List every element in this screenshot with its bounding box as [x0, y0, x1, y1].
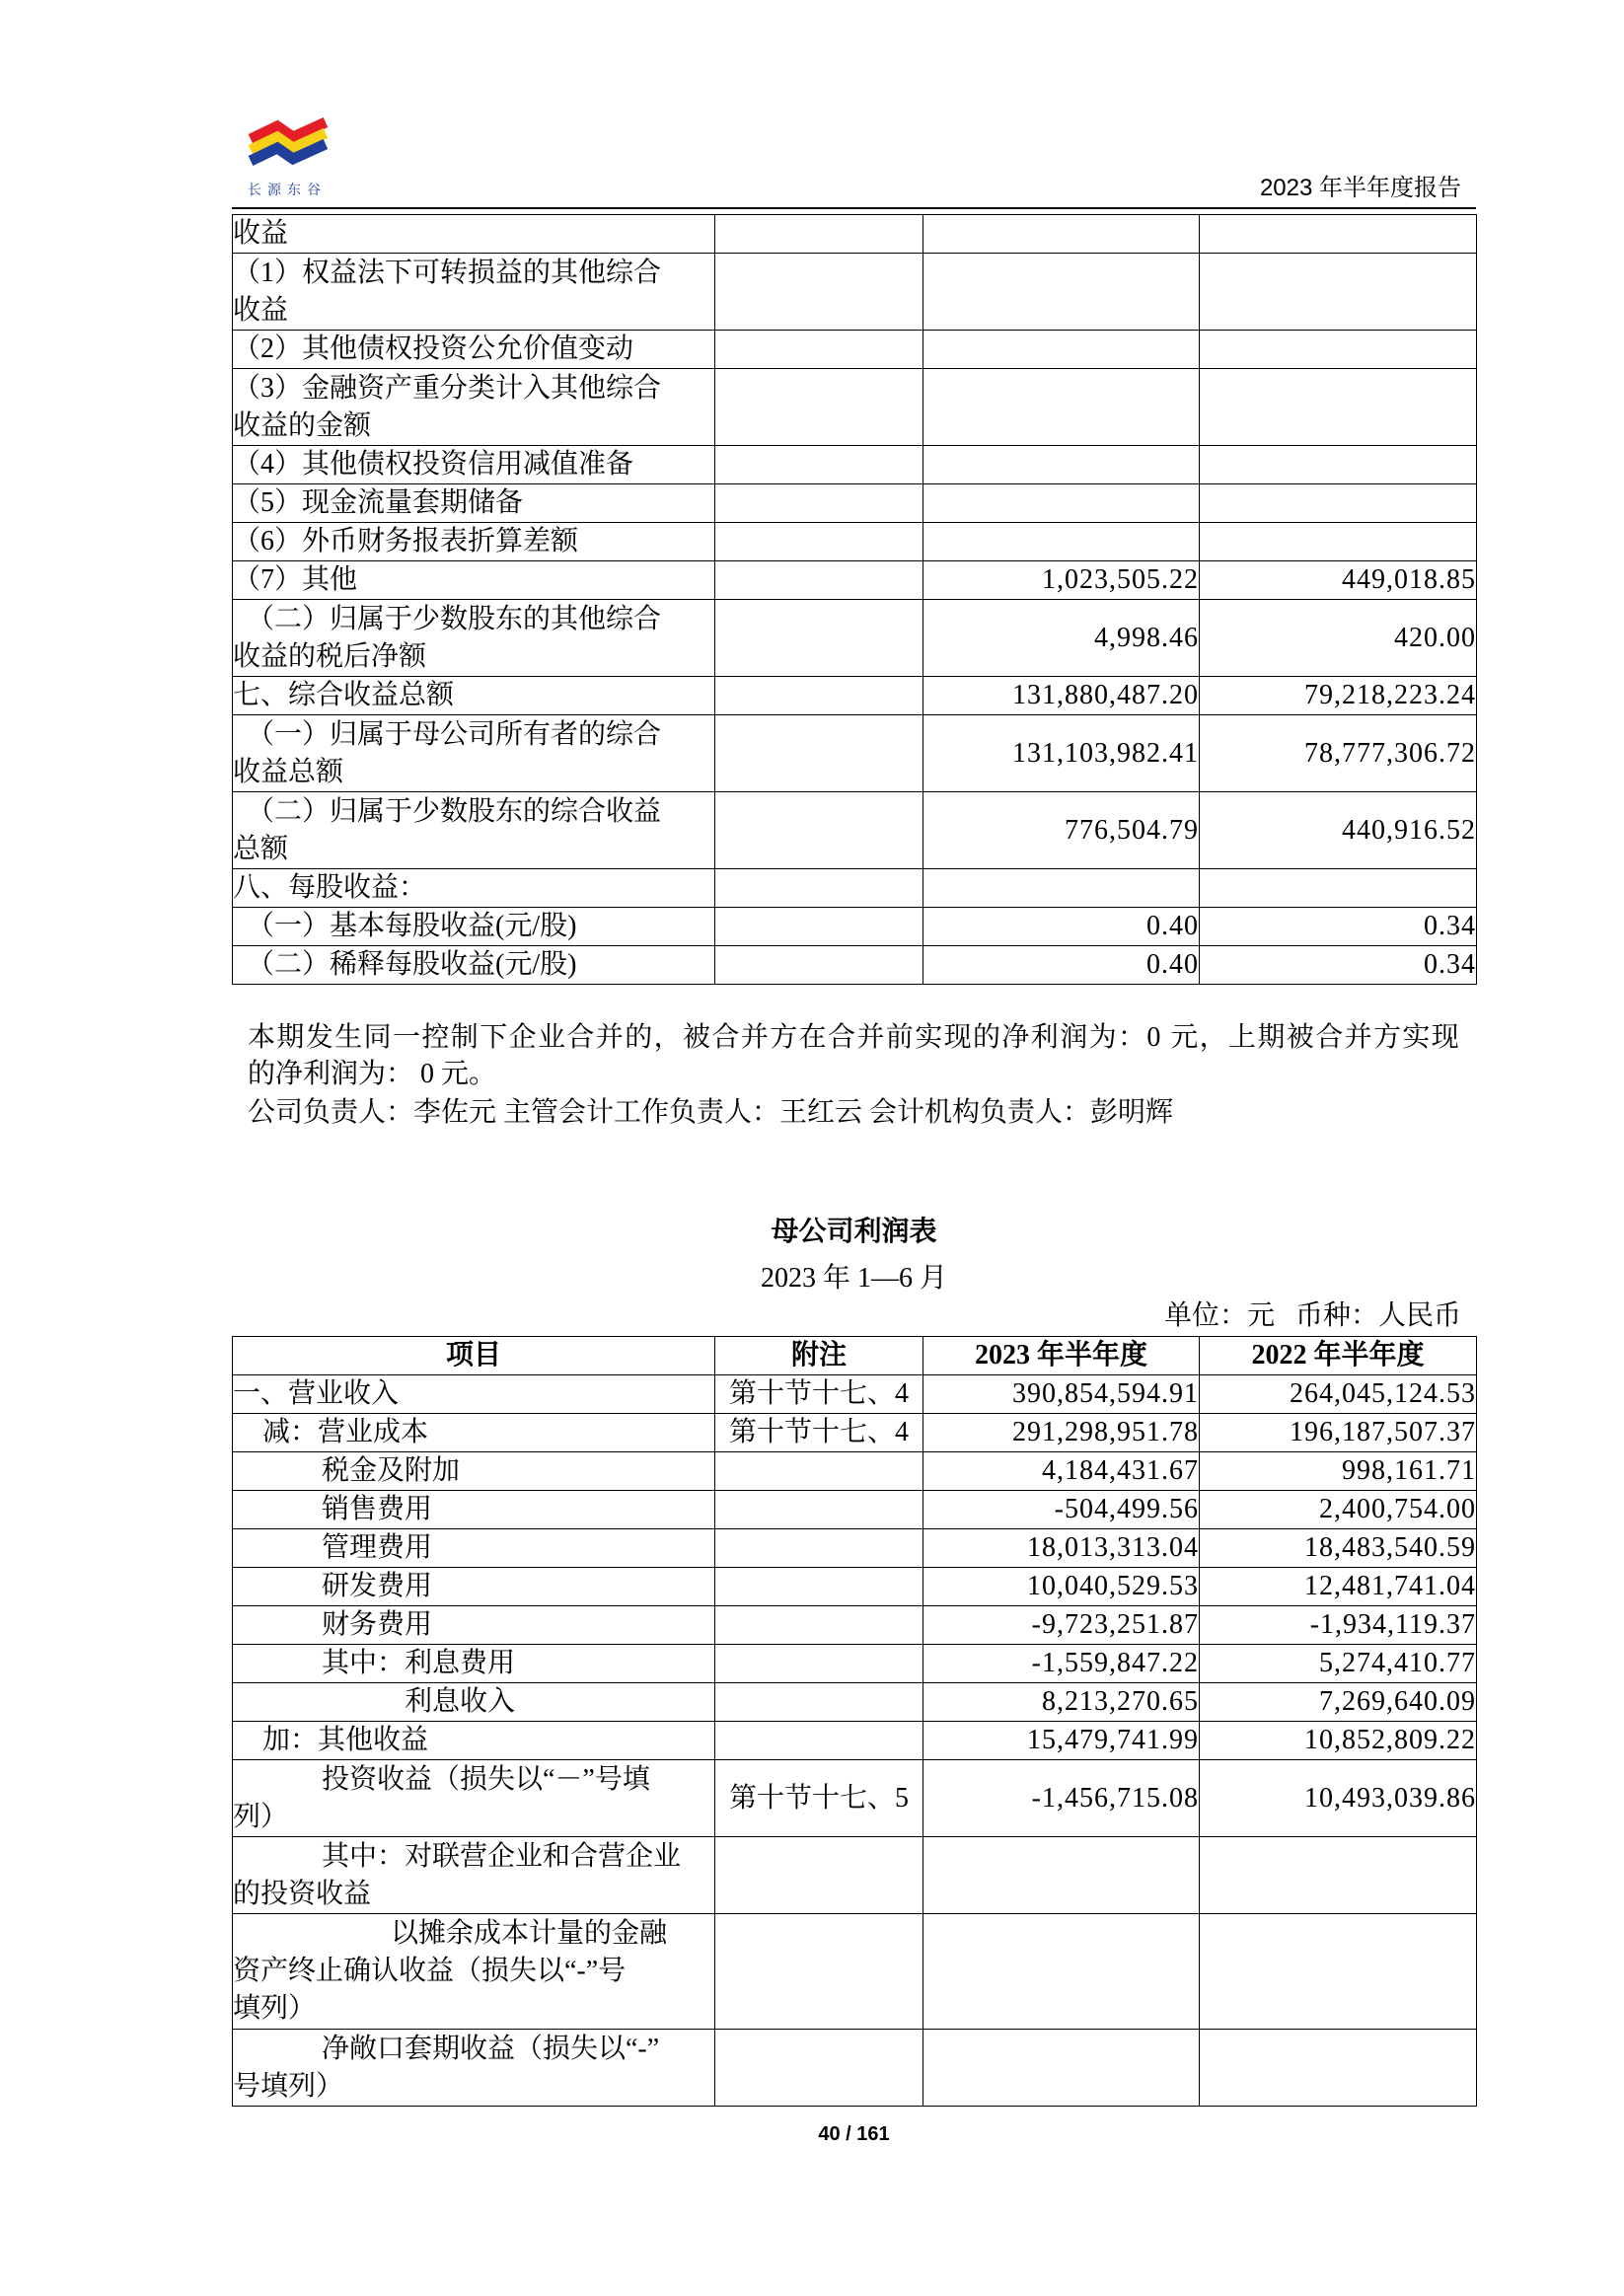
table-row [233, 1722, 1477, 1760]
table-row [233, 2030, 1477, 2107]
row-prior-amount: 264,045,124.53 [1200, 1375, 1477, 1414]
table-row [233, 600, 1477, 677]
table-row [233, 561, 1477, 600]
row-item-line: 一、营业收入 [233, 1378, 400, 1409]
row-item-line: 资产终止确认收益（损失以“-”号 [233, 1956, 627, 1986]
row-note [715, 869, 923, 908]
row-note [715, 1914, 923, 2030]
row-item-line: 其中：利息费用 [322, 1648, 516, 1678]
row-note [715, 792, 923, 869]
row-item-line: 净敞口套期收益（损失以“-” [322, 2033, 660, 2064]
statement-period: 2023 年 1—6 月 [760, 1263, 947, 1294]
row-current-amount: -504,499.56 [923, 1491, 1200, 1529]
page-number: 40 / 161 [818, 2123, 890, 2145]
row-current-amount: 18,013,313.04 [923, 1529, 1200, 1568]
row-item-line: 利息收入 [405, 1686, 516, 1717]
row-current-amount: 0.40 [923, 908, 1200, 946]
row-current-amount [923, 2030, 1200, 2107]
row-item [233, 677, 715, 715]
row-item [233, 1722, 715, 1760]
row-note [715, 946, 923, 985]
row-prior-amount: 449,018.85 [1200, 561, 1477, 600]
column-header-item: 项目 [233, 1337, 715, 1375]
row-current-amount [923, 869, 1200, 908]
table-row [233, 1452, 1477, 1491]
row-item [233, 1568, 715, 1606]
row-note [715, 561, 923, 600]
row-current-amount [923, 331, 1200, 369]
row-current-amount [923, 369, 1200, 446]
row-current-amount: 776,504.79 [923, 792, 1200, 869]
row-prior-amount: 0.34 [1200, 908, 1477, 946]
row-item [233, 946, 715, 985]
row-current-amount: 131,880,487.20 [923, 677, 1200, 715]
row-note [715, 2030, 923, 2107]
row-item-line: 税金及附加 [322, 1455, 461, 1486]
row-item-line: 其中：对联营企业和合营企业 [322, 1840, 682, 1872]
logo-wave-icon [248, 116, 329, 176]
row-prior-amount: 10,852,809.22 [1200, 1722, 1477, 1760]
row-item [233, 908, 715, 946]
row-item [233, 1760, 715, 1837]
table-row [233, 369, 1477, 446]
row-item [233, 600, 715, 677]
table-row [233, 215, 1477, 254]
row-current-amount: 1,023,505.22 [923, 561, 1200, 600]
row-item [233, 792, 715, 869]
logo-text: 长源东谷 [248, 182, 327, 197]
column-header-prior: 2022 年半年度 [1200, 1337, 1477, 1375]
row-prior-amount: -1,934,119.37 [1200, 1606, 1477, 1645]
row-note [715, 1568, 923, 1606]
table-row [233, 715, 1477, 792]
row-note [715, 1452, 923, 1491]
row-current-amount: 0.40 [923, 946, 1200, 985]
row-item [233, 1914, 715, 2030]
row-item-line: 减：营业成本 [262, 1417, 429, 1447]
row-item [233, 869, 715, 908]
row-item-line: 收益总额 [233, 756, 344, 787]
row-item-line: 以摊余成本计量的金融 [391, 1918, 668, 1949]
row-item-line: （1）权益法下可转损益的其他综合 [233, 257, 662, 288]
row-prior-amount: 0.34 [1200, 946, 1477, 985]
company-logo [248, 116, 329, 197]
row-note [715, 677, 923, 715]
row-item-line: 财务费用 [322, 1609, 433, 1640]
row-current-amount: 8,213,270.65 [923, 1683, 1200, 1722]
row-prior-amount: 12,481,741.04 [1200, 1568, 1477, 1606]
row-item [233, 215, 715, 254]
row-prior-amount: 78,777,306.72 [1200, 715, 1477, 792]
row-note [715, 1683, 923, 1722]
header-divider [232, 207, 1476, 209]
row-item [233, 1837, 715, 1914]
row-current-amount [923, 215, 1200, 254]
row-item [233, 446, 715, 484]
row-current-amount: 131,103,982.41 [923, 715, 1200, 792]
row-item [233, 1606, 715, 1645]
row-prior-amount: 10,493,039.86 [1200, 1760, 1477, 1837]
row-item [233, 2030, 715, 2107]
row-prior-amount: 5,274,410.77 [1200, 1645, 1477, 1683]
row-item-line: （一）归属于母公司所有者的综合 [247, 718, 662, 750]
row-note [715, 1645, 923, 1683]
row-item-line: （二）稀释每股收益(元/股) [247, 949, 577, 980]
row-prior-amount [1200, 523, 1477, 561]
table-row [233, 1375, 1477, 1414]
row-item-line: 总额 [233, 833, 289, 864]
column-header-current: 2023 年半年度 [923, 1337, 1200, 1375]
row-current-amount [923, 1837, 1200, 1914]
row-prior-amount [1200, 1914, 1477, 2030]
row-current-amount: 390,854,594.91 [923, 1375, 1200, 1414]
row-item [233, 1645, 715, 1683]
row-item-line: （7）其他 [233, 564, 358, 595]
row-prior-amount: 440,916.52 [1200, 792, 1477, 869]
row-current-amount: -9,723,251.87 [923, 1606, 1200, 1645]
row-item-line: （5）现金流量套期储备 [233, 487, 524, 518]
row-prior-amount: 998,161.71 [1200, 1452, 1477, 1491]
table-row [233, 677, 1477, 715]
row-item [233, 1452, 715, 1491]
row-note [715, 446, 923, 484]
row-current-amount [923, 523, 1200, 561]
income-statement-continued-table [232, 214, 1477, 985]
row-prior-amount [1200, 331, 1477, 369]
row-item-line: （一）基本每股收益(元/股) [247, 911, 577, 941]
table-row [233, 792, 1477, 869]
row-note [715, 369, 923, 446]
row-item [233, 715, 715, 792]
row-prior-amount [1200, 869, 1477, 908]
row-item [233, 1529, 715, 1568]
row-item-line: （二）归属于少数股东的其他综合 [247, 603, 662, 634]
row-item-line: 七、综合收益总额 [233, 680, 455, 710]
row-prior-amount: 2,400,754.00 [1200, 1491, 1477, 1529]
row-current-amount [923, 254, 1200, 331]
row-prior-amount [1200, 369, 1477, 446]
row-note: 第十节十七、5 [715, 1760, 923, 1837]
row-note [715, 331, 923, 369]
row-prior-amount [1200, 215, 1477, 254]
row-item-line: 列） [233, 1801, 289, 1832]
table-row [233, 1760, 1477, 1837]
table-row [233, 908, 1477, 946]
row-prior-amount [1200, 484, 1477, 523]
parent-income-statement-table [232, 1336, 1477, 2107]
statement-title: 母公司利润表 [771, 1217, 937, 1247]
row-note [715, 600, 923, 677]
table-header-row [233, 1337, 1477, 1375]
row-item [233, 523, 715, 561]
table-row [233, 1568, 1477, 1606]
row-item [233, 1491, 715, 1529]
row-item [233, 1683, 715, 1722]
signatories-line: 公司负责人：李佐元 主管会计工作负责人：王红云 会计机构负责人：彭明辉 [248, 1097, 1174, 1128]
row-prior-amount: 196,187,507.37 [1200, 1414, 1477, 1452]
row-prior-amount [1200, 446, 1477, 484]
row-item-line: 填列） [233, 1993, 317, 2024]
row-note [715, 1722, 923, 1760]
row-prior-amount [1200, 1837, 1477, 1914]
row-item-line: （3）金融资产重分类计入其他综合 [233, 372, 662, 404]
table-row [233, 446, 1477, 484]
table-row [233, 1837, 1477, 1914]
row-item [233, 369, 715, 446]
row-item-line: （二）归属于少数股东的综合收益 [247, 795, 662, 827]
row-item-line: 八、每股收益： [233, 872, 427, 903]
table-row [233, 484, 1477, 523]
table-row [233, 946, 1477, 985]
row-current-amount: 291,298,951.78 [923, 1414, 1200, 1452]
row-item [233, 484, 715, 523]
row-item [233, 561, 715, 600]
merger-note-line: 本期发生同一控制下企业合并的，被合并方在合并前实现的净利润为：0 元，上期被合并方实现 [248, 1022, 1461, 1053]
row-item [233, 1375, 715, 1414]
row-note [715, 1491, 923, 1529]
row-item-line: 收益的税后净额 [233, 640, 427, 672]
table-row [233, 1529, 1477, 1568]
table-row [233, 1683, 1477, 1722]
table-row [233, 1645, 1477, 1683]
report-title: 2023 年半年度报告 [1259, 175, 1461, 201]
column-header-note: 附注 [715, 1337, 923, 1375]
row-prior-amount: 18,483,540.59 [1200, 1529, 1477, 1568]
table-row [233, 1914, 1477, 2030]
row-item [233, 254, 715, 331]
row-item-line: （2）其他债权投资公允价值变动 [233, 333, 634, 364]
row-note [715, 1606, 923, 1645]
row-item-line: 收益的金额 [233, 409, 372, 441]
table-row [233, 1606, 1477, 1645]
row-note [715, 1837, 923, 1914]
row-current-amount: -1,559,847.22 [923, 1645, 1200, 1683]
row-current-amount [923, 484, 1200, 523]
row-note: 第十节十七、4 [715, 1375, 923, 1414]
row-note [715, 523, 923, 561]
table-row [233, 1491, 1477, 1529]
row-current-amount [923, 1914, 1200, 2030]
row-item-line: 收益 [233, 294, 289, 326]
row-prior-amount: 420.00 [1200, 600, 1477, 677]
table-row [233, 869, 1477, 908]
row-prior-amount: 7,269,640.09 [1200, 1683, 1477, 1722]
row-note [715, 1529, 923, 1568]
row-item-line: 管理费用 [322, 1532, 433, 1563]
row-item [233, 1414, 715, 1452]
row-current-amount: 15,479,741.99 [923, 1722, 1200, 1760]
row-prior-amount: 79,218,223.24 [1200, 677, 1477, 715]
row-note [715, 254, 923, 331]
row-note [715, 484, 923, 523]
merger-note-line: 的净利润为： 0 元。 [248, 1059, 497, 1089]
row-prior-amount [1200, 254, 1477, 331]
row-note [715, 715, 923, 792]
row-item [233, 331, 715, 369]
statement-unit: 单位：元 币种：人民币 [1163, 1300, 1461, 1331]
table-row [233, 523, 1477, 561]
row-item-line: 收益 [233, 218, 289, 249]
table-row [233, 1414, 1477, 1452]
row-item-line: （4）其他债权投资信用减值准备 [233, 449, 634, 480]
row-note [715, 908, 923, 946]
row-note [715, 215, 923, 254]
row-current-amount [923, 446, 1200, 484]
row-note: 第十节十七、4 [715, 1414, 923, 1452]
row-item-line: 研发费用 [322, 1571, 433, 1601]
table-row [233, 254, 1477, 331]
row-item-line: 号填列） [233, 2070, 344, 2102]
row-current-amount: 4,184,431.67 [923, 1452, 1200, 1491]
row-item-line: （6）外币财务报表折算差额 [233, 526, 579, 556]
row-item-line: 加：其他收益 [262, 1725, 429, 1755]
table-row [233, 331, 1477, 369]
row-prior-amount [1200, 2030, 1477, 2107]
row-item-line: 投资收益（损失以“－”号填 [322, 1763, 650, 1795]
row-current-amount: 10,040,529.53 [923, 1568, 1200, 1606]
row-current-amount: 4,998.46 [923, 600, 1200, 677]
row-item-line: 的投资收益 [233, 1878, 372, 1909]
row-current-amount: -1,456,715.08 [923, 1760, 1200, 1837]
row-item-line: 销售费用 [322, 1494, 433, 1524]
